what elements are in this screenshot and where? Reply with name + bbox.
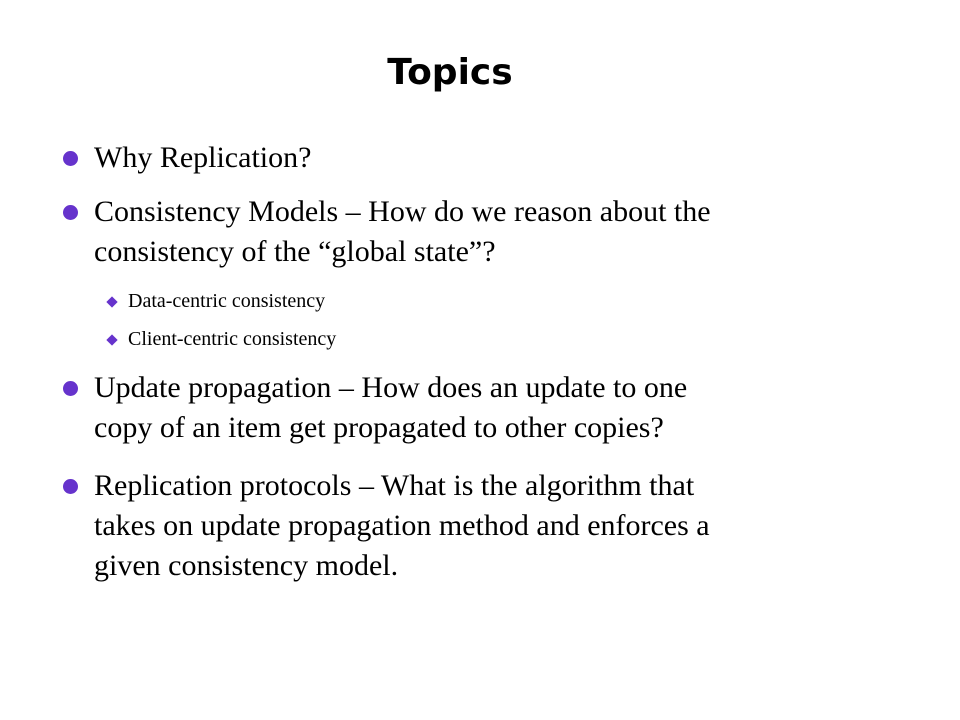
bullet-line: given consistency model. [94, 549, 399, 582]
sub-bullet-item-client-centric [106, 326, 806, 352]
bullet-text [94, 138, 884, 178]
bullet-item-why-replication [60, 138, 880, 178]
bullet-text [94, 466, 884, 586]
sub-bullet-text: Data-centric consistency [128, 290, 326, 312]
sub-bullet-text: Client-centric consistency [128, 328, 337, 350]
bullet-dot-icon [63, 205, 78, 220]
bullet-dot-icon [63, 381, 78, 396]
bullet-dot-icon [63, 151, 78, 166]
bullet-line: Update propagation – How does an update to one [94, 371, 688, 404]
bullet-text [94, 368, 884, 448]
diamond-bullet-icon [106, 334, 117, 345]
sub-bullet-item-data-centric [106, 288, 806, 314]
bullet-item-replication-protocols [60, 466, 880, 586]
slide-title: Topics [387, 52, 513, 93]
bullet-item-consistency-models [60, 192, 880, 272]
bullet-line: Replication protocols – What is the algorithm that [94, 469, 695, 502]
bullet-line: copy of an item get propagated to other copies? [94, 411, 664, 444]
bullet-item-update-propagation [60, 368, 880, 448]
bullet-dot-icon [63, 479, 78, 494]
diamond-bullet-icon [106, 296, 117, 307]
bullet-line: consistency of the “global state”? [94, 235, 496, 268]
bullet-text [94, 192, 884, 272]
bullet-line: Why Replication? [94, 141, 312, 174]
bullet-line: takes on update propagation method and enforces a [94, 509, 710, 542]
bullet-line: Consistency Models – How do we reason about the [94, 195, 711, 228]
